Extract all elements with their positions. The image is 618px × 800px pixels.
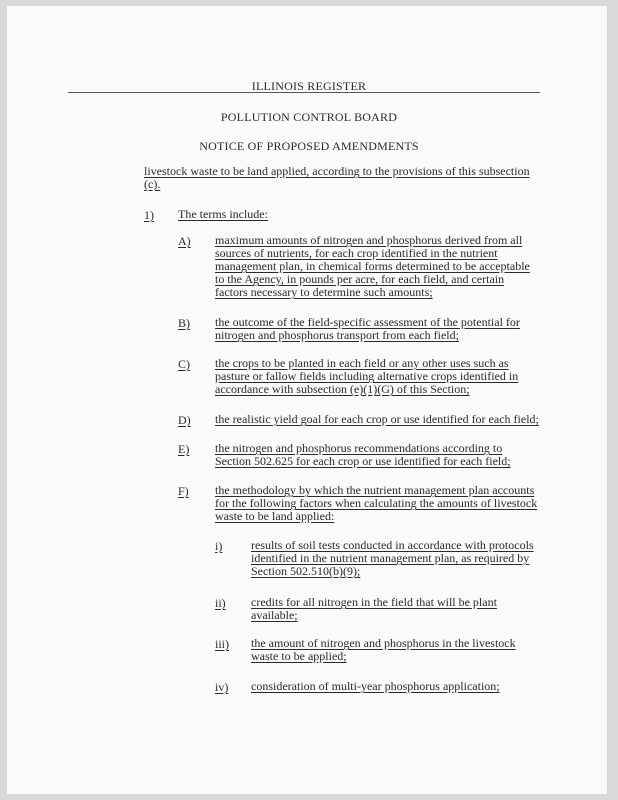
board-title: POLLUTION CONTROL BOARD: [220, 110, 398, 124]
subitem-iii-label: iii): [215, 637, 229, 651]
text-line: available;: [251, 608, 298, 622]
text-line: for the following factors when calculating the amounts of livestock: [215, 496, 538, 510]
item-E-text: [215, 442, 511, 468]
subitem-iv-label: iv): [215, 680, 229, 694]
text-line: waste to be land applied:: [215, 509, 335, 523]
item-B-text: [215, 316, 520, 342]
register-title: ILLINOIS REGISTER: [251, 79, 367, 93]
item-D-text: [215, 413, 539, 426]
text-line: Section 502.510(b)(9);: [251, 564, 361, 578]
item-E-label: E): [178, 442, 190, 456]
subitem-iv-text: [251, 680, 500, 693]
item-1-text: The terms include:: [178, 207, 268, 221]
text-line: the realistic yield goal for each crop or use identified for each field;: [215, 412, 539, 426]
text-line: results of soil tests conducted in accordance with protocols: [251, 538, 534, 552]
text-line: nitrogen and phosphorus transport from each field;: [215, 328, 459, 342]
text-line: credits for all nitrogen in the field that will be plant: [251, 595, 497, 609]
text-line: the outcome of the field-specific assessment of the potential for: [215, 315, 520, 329]
item-A-text: [215, 234, 530, 299]
text-line: the amount of nitrogen and phosphorus in the livestock: [251, 636, 516, 650]
item-F-text: [215, 484, 537, 523]
subitem-ii-text: [251, 596, 497, 622]
text-line: the nitrogen and phosphorus recommendations according to: [215, 441, 503, 455]
header-rule: [68, 92, 540, 93]
text-line: the methodology by which the nutrient management plan accounts: [215, 483, 535, 497]
item-C-text: [215, 357, 518, 396]
text-line: Section 502.625 for each crop or use identified for each field;: [215, 454, 511, 468]
item-A-label: A): [178, 234, 191, 248]
text-line: the crops to be planted in each field or any other uses such as: [215, 356, 509, 370]
text-line: sources of nutrients, for each crop identified in the nutrient: [215, 246, 498, 260]
item-F-label: F): [178, 484, 189, 498]
intro-line: (c).: [144, 177, 161, 191]
intro-line: livestock waste to be land applied, according to the provisions of this subsection: [144, 164, 530, 178]
text-line: accordance with subsection (e)(1)(G) of this Section;: [215, 382, 470, 396]
intro-text: [144, 165, 530, 191]
subitem-iii-text: [251, 637, 516, 663]
text-line: waste to be applied;: [251, 649, 347, 663]
item-1-label: 1): [144, 208, 154, 222]
item-B-label: B): [178, 316, 190, 330]
text-line: maximum amounts of nitrogen and phosphorus derived from all: [215, 233, 523, 247]
subitem-ii-label: ii): [215, 596, 226, 610]
notice-title: NOTICE OF PROPOSED AMENDMENTS: [199, 139, 419, 153]
text-line: pasture or fallow fields including alternative crops identified in: [215, 369, 519, 383]
text-line: to the Agency, in pounds per acre, for each field, and certain: [215, 272, 505, 286]
subitem-i-text: [251, 539, 534, 578]
item-C-label: C): [178, 357, 190, 371]
text-line: management plan, in chemical forms determined to be acceptable: [215, 259, 530, 273]
text-line: factors necessary to determine such amounts;: [215, 285, 433, 299]
subitem-i-label: i): [215, 539, 223, 553]
text-line: identified in the nutrient management plan, as required by: [251, 551, 530, 565]
text-line: consideration of multi-year phosphorus application;: [251, 679, 500, 693]
item-D-label: D): [178, 413, 191, 427]
